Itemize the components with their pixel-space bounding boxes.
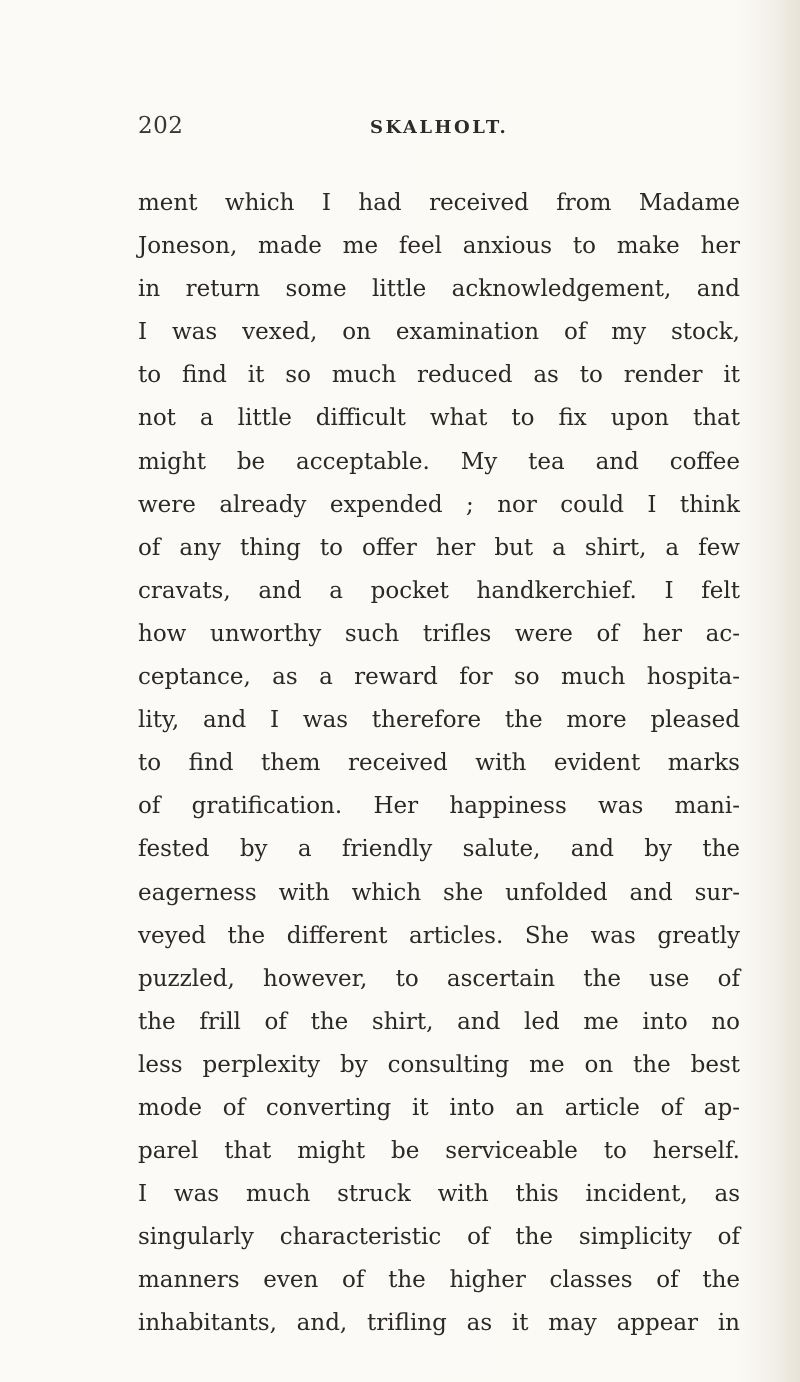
text-line: manners even of the higher classes of the (138, 1267, 740, 1294)
text-line: were already expended ; nor could I think (138, 491, 740, 518)
text-line: of gratification. Her happiness was mani- (138, 793, 740, 820)
text-line: I was vexed, on examination of my stock, (138, 319, 740, 346)
text-line: in return some little acknowledgement, and (138, 276, 740, 303)
text-line: fested by a friendly salute, and by the (138, 836, 740, 863)
text-line: might be acceptable. My tea and coffee (138, 448, 740, 475)
text-line: not a little difficult what to fix upon that (138, 405, 740, 432)
text-line: to find them received with evident marks (138, 750, 740, 777)
text-line: to find it so much reduced as to render it (138, 362, 740, 389)
text-line: inhabitants, and, trifling as it may appear in (138, 1310, 740, 1337)
text-line: ceptance, as a reward for so much hospita- (138, 664, 740, 691)
text-line: mode of converting it into an article of ap- (138, 1094, 740, 1121)
text-line: lity, and I was therefore the more pleased (138, 707, 740, 734)
text-line: how unworthy such trifles were of her ac- (138, 620, 740, 647)
running-head: SKALHOLT. (370, 117, 509, 138)
page-number: 202 (138, 113, 184, 139)
text-line: ment which I had received from Madame (138, 190, 740, 216)
text-line: the frill of the shirt, and led me into no (138, 1008, 740, 1035)
text-line: puzzled, however, to ascertain the use of (138, 965, 740, 992)
text-line: cravats, and a pocket handkerchief. I felt (138, 577, 740, 604)
text-line: less perplexity by consulting me on the best (138, 1051, 740, 1078)
text-line: I was much struck with this incident, as (138, 1181, 740, 1208)
body-text (138, 182, 740, 1346)
text-line: parel that might be serviceable to herself. (138, 1138, 740, 1165)
text-line: Joneson, made me feel anxious to make her (138, 233, 740, 260)
text-line: of any thing to offer her but a shirt, a few (138, 534, 740, 561)
text-line: singularly characteristic of the simplicity of (138, 1224, 740, 1251)
text-line: eagerness with which she unfolded and sur- (138, 879, 740, 906)
text-line: veyed the different articles. She was greatly (138, 922, 740, 949)
